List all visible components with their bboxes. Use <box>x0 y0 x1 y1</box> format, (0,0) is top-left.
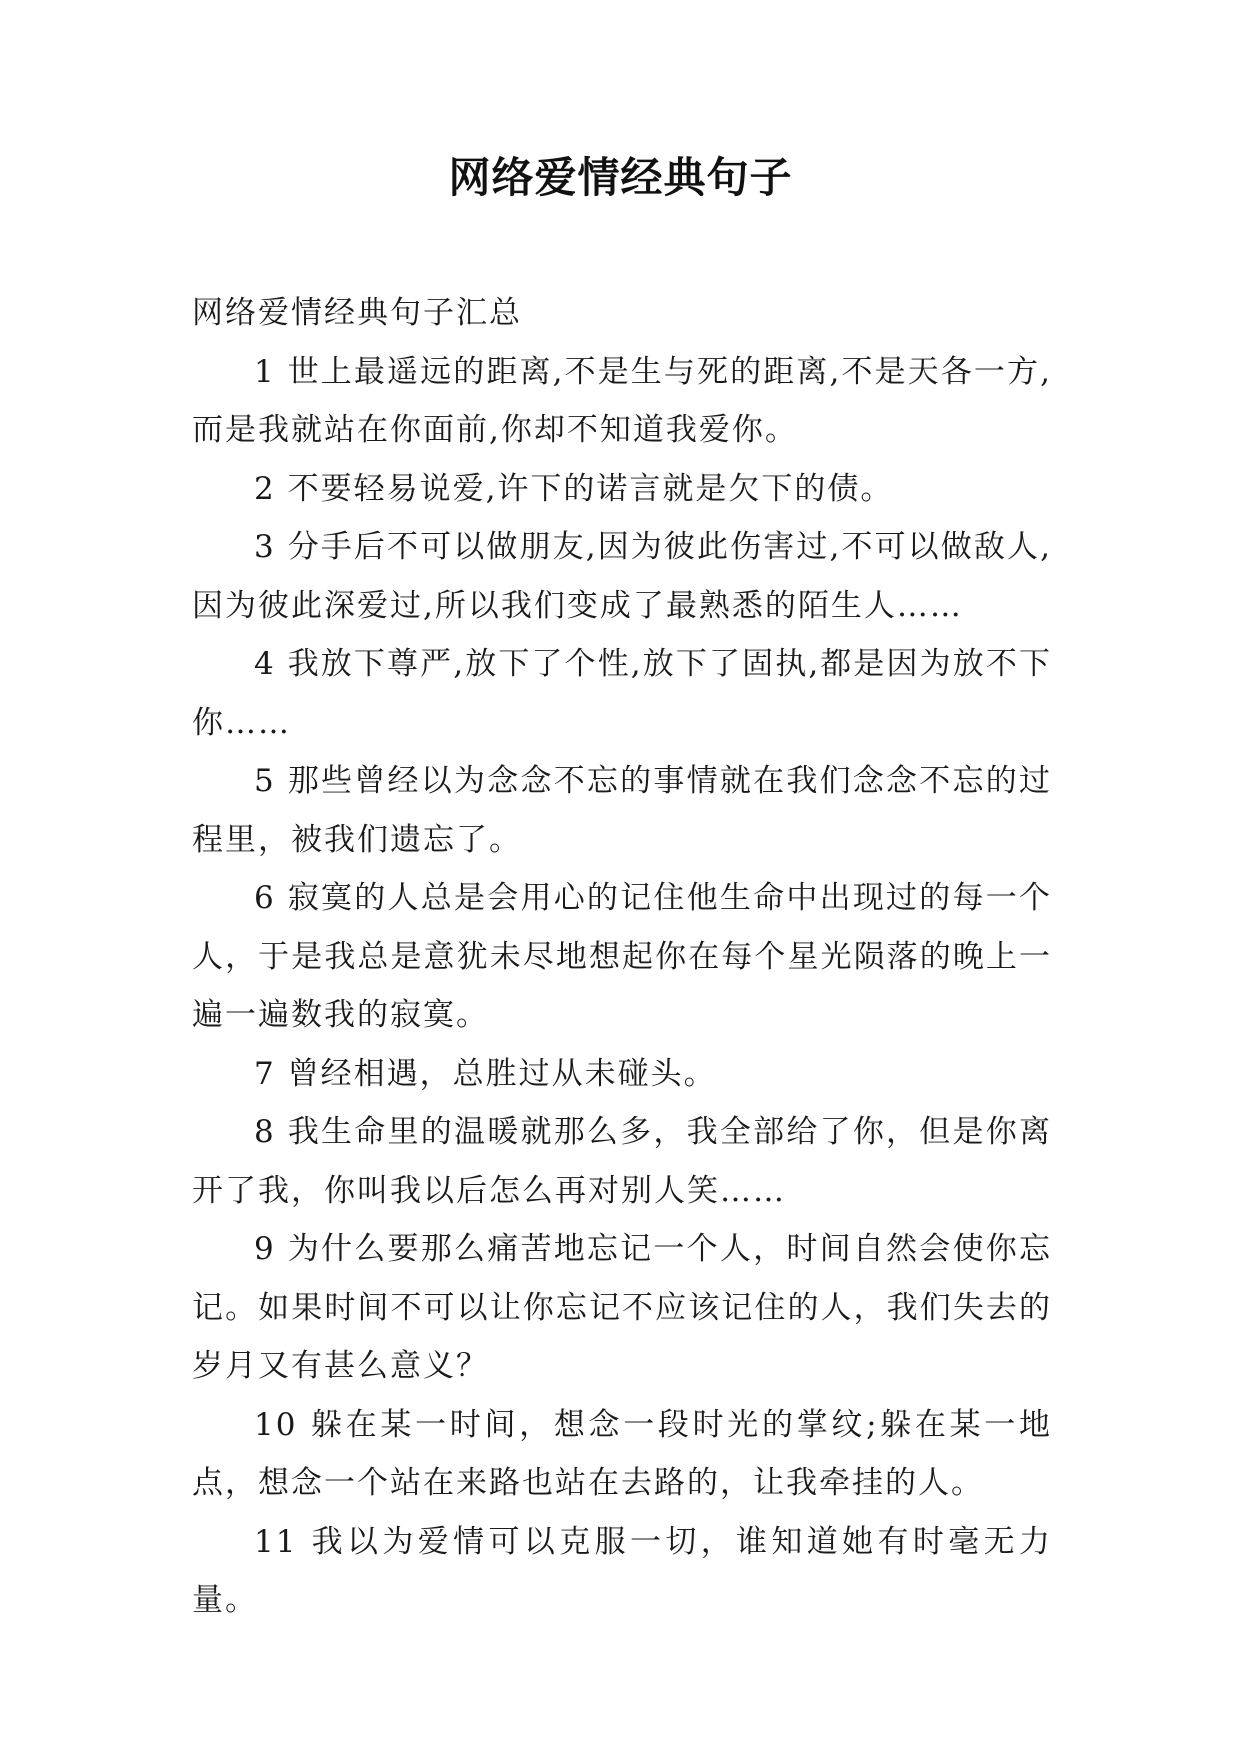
quote-paragraph-7: 7 曾经相遇，总胜过从未碰头。 <box>254 1055 717 1092</box>
quote-paragraph-3: 3 分手后不可以做朋友,因为彼此伤害过,不可以做敌人,因为彼此深爱过,所以我们变成了最熟悉的陌生人…… <box>192 529 1052 624</box>
quote-paragraph-10: 10 躲在某一时间，想念一段时光的掌纹;躲在某一地点，想念一个站在来路也站在去路的，让我牵挂的人。 <box>192 1406 1052 1501</box>
quote-paragraph-5: 5 那些曾经以为念念不忘的事情就在我们念念不忘的过程里，被我们遗忘了。 <box>192 763 1052 858</box>
quote-paragraph-4: 4 我放下尊严,放下了个性,放下了固执,都是因为放不下你…… <box>192 646 1052 741</box>
quote-paragraph-11: 11 我以为爱情可以克服一切，谁知道她有时毫无力量。 <box>192 1523 1052 1618</box>
document-subtitle: 网络爱情经典句子汇总 <box>192 295 522 331</box>
quote-paragraph-8: 8 我生命里的温暖就那么多，我全部给了你，但是你离开了我，你叫我以后怎么再对别人笑…… <box>192 1114 1052 1209</box>
document-body <box>192 284 1052 1630</box>
quote-paragraph-1: 1 世上最遥远的距离,不是生与死的距离,不是天各一方,而是我就站在你面前,你却不知道我爱你。 <box>192 353 1052 448</box>
quote-paragraph-6: 6 寂寞的人总是会用心的记住他生命中出现过的每一个人，于是我总是意犹未尽地想起你在每个星光陨落的晚上一遍一遍数我的寂寞。 <box>192 880 1052 1033</box>
document-title: 网络爱情经典句子 <box>448 153 793 202</box>
quote-paragraph-2: 2 不要轻易说爱,许下的诺言就是欠下的债。 <box>254 470 894 507</box>
quote-paragraph-9: 9 为什么要那么痛苦地忘记一个人，时间自然会使你忘记。如果时间不可以让你忘记不应该记住的人，我们失去的岁月又有甚么意义？ <box>192 1231 1052 1384</box>
